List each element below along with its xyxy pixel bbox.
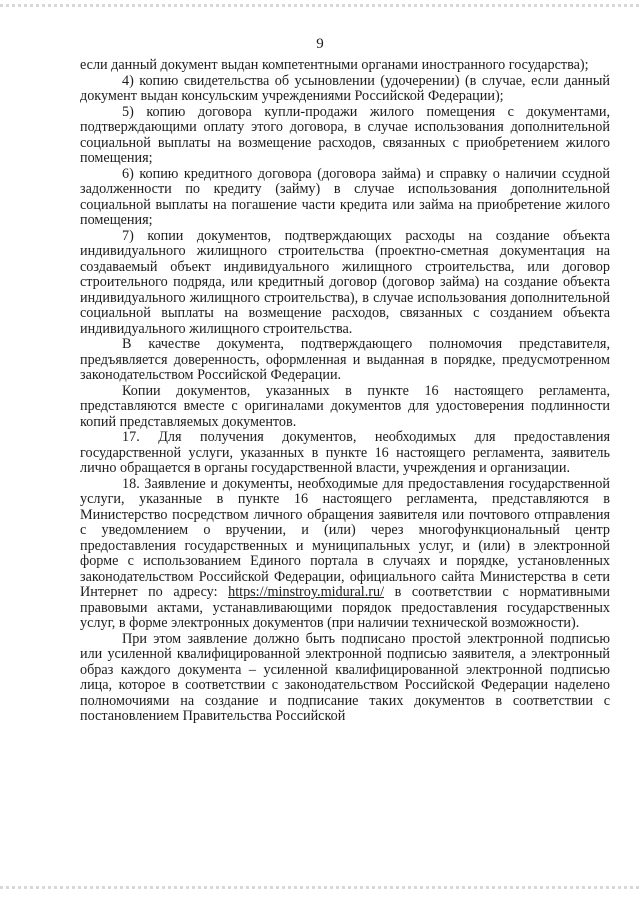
paragraph-item-4: 4) копию свидетельства об усыновлении (удочерении) (в случае, если данный документ выдан консульским учреждениями Российской Федерации); — [80, 72, 610, 104]
paragraph-representative: В качестве документа, подтверждающего полномочия представителя, предъявляется доверенность, оформленная и выданная в порядке, предусмотренном законодательством Российской Федерации. — [80, 336, 610, 383]
paragraph-18 — [80, 477, 610, 632]
paragraph-17: 17. Для получения документов, необходимых для предоставления государственной услуги, указанных в пункте 16 настоящего регламента, заявитель лично обращается в органы государственной власти, учреждения и организации. — [80, 429, 610, 476]
paragraph-signature: При этом заявление должно быть подписано простой электронной подписью или усиленной квалифицированной электронной подписью заявителя, а электронный образ каждого документа – усиленной квалифицированной электронной подписью лица, которое в соответствии с законодательством Российской Федерации наделено полномочиями на создание и подписание таких документов в соответствии с постановлением Правительства Российской — [80, 630, 610, 724]
paragraph-copies: Копии документов, указанных в пункте 16 настоящего регламента, представляются вместе с оригиналами документов для удостоверения подлинности копий представляемых документов. — [80, 382, 610, 430]
scan-edge-bottom — [0, 886, 640, 889]
page-number: 9 — [316, 36, 324, 52]
paragraph-18-text-after: в соответствии с нормативными правовыми актами, устанавливающими порядок предоставления государственных услуг, в форме электронных документов (при наличии технической возможности). — [80, 584, 610, 631]
paragraph-18-text-before: 18. Заявление и документы, необходимые для предоставления государственной услуги, указанные в пункте 16 настоящего регламента, представляются в Министерство посредством личного обращения заявителя или почтового отправления с уведомлением о вручении, и (или) через многофункциональный центр предоставления государственных и муниципальных услуг, и (или) в электронной форме с использованием Единого портала в случаях и порядке, установленных законодательством Российской Федерации, официального сайта Министерства в сети Интернет по адресу: — [80, 475, 610, 600]
paragraph-item-7: 7) копии документов, подтверждающих расходы на создание объекта индивидуального жилищного строительства (проектно-сметная документация на создаваемый объект индивидуального жилищного строительства, или договор строительного подряда, или кредитный договор (договор займа) на создание объекта индивидуального жилищного строительства), в случае использования дополнительной социальной выплаты на возмещение расходов, связанных с созданием объекта индивидуального жилищного строительства. — [80, 227, 610, 337]
paragraph-item-5: 5) копию договора купли-продажи жилого помещения с документами, подтверждающими оплату этого договора, в случае использования дополнительной социальной выплаты на возмещение расходов, связанных с приобретением жилого помещения; — [80, 103, 610, 166]
document-body — [80, 58, 610, 725]
ministry-website-link[interactable]: https://minstroy.midural.ru/ — [228, 584, 385, 600]
paragraph-continuation: если данный документ выдан компетентными органами иностранного государства); — [80, 57, 589, 73]
paragraph-item-6: 6) копию кредитного договора (договора займа) и справку о наличии ссудной задолженности по кредиту (займу) в случае использования дополнительной социальной выплаты на погашение части кредита или займа на приобретение жилого помещения; — [80, 165, 610, 228]
scan-edge-top — [0, 4, 640, 7]
